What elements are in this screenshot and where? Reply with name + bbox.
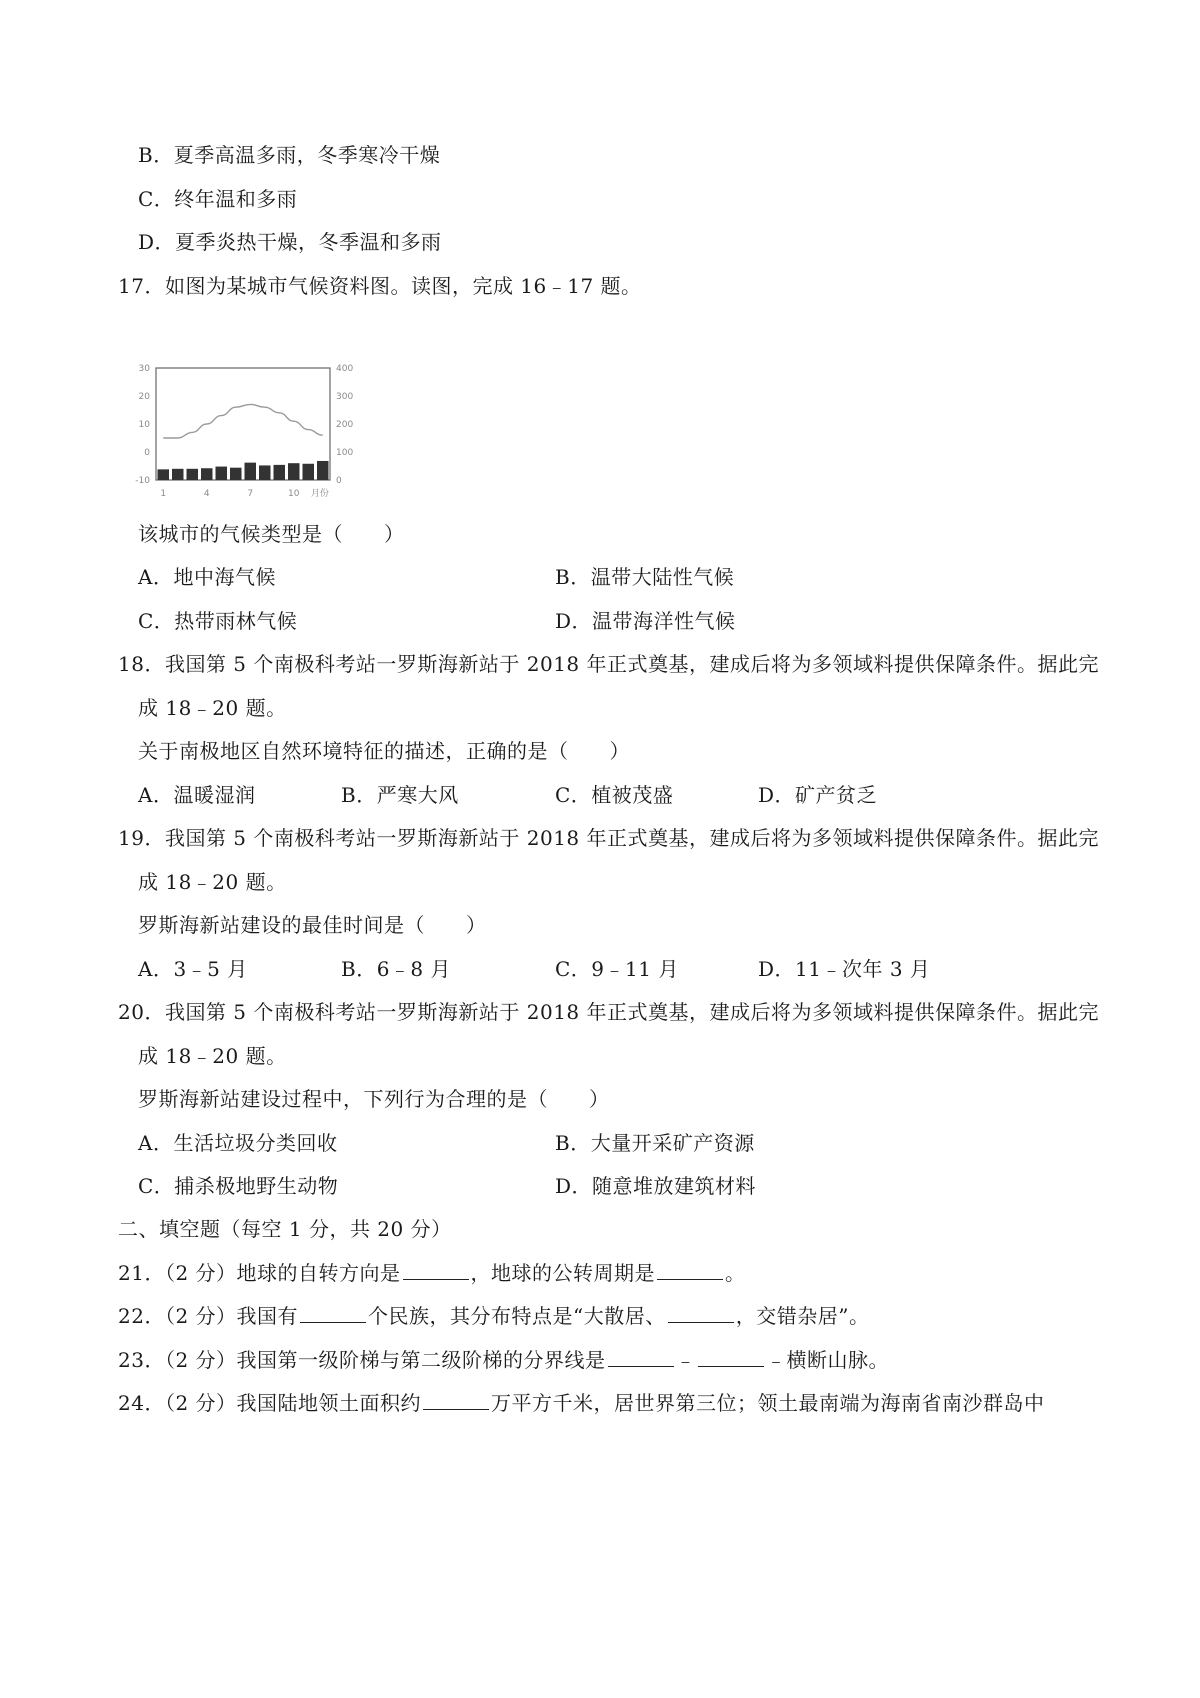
q19-question: 罗斯海新站建设的最佳时间是（ ） (138, 913, 487, 937)
precip-bar (317, 461, 329, 480)
q23-text-b: ﹣ (675, 1348, 697, 1372)
right-tick-label: 300 (336, 392, 354, 402)
right-tick-label: 0 (336, 476, 342, 486)
section2-heading: 二、填空题（每空 1 分，共 20 分） (118, 1217, 452, 1241)
left-tick-label: 20 (138, 392, 150, 402)
right-tick-label: 100 (336, 448, 354, 458)
q19-option-d: D．11﹣次年 3 月 (758, 957, 931, 981)
q21-text-c: 。 (725, 1261, 746, 1285)
precip-bar (245, 463, 257, 480)
q22-text-c: ，交错杂居”。 (735, 1304, 870, 1328)
q19-option-c: C．9﹣11 月 (555, 957, 679, 981)
q17-question: 该城市的气候类型是（ ） (138, 522, 405, 546)
q20-option-c: C．捕杀极地野生动物 (138, 1174, 339, 1198)
q20-stem-line1: 20．我国第 5 个南极科考站一罗斯海新站于 2018 年正式奠基，建成后将为多领域料提供保障条件。据此完 (118, 1000, 1100, 1024)
q22-text-a: 22．（2 分）我国有 (118, 1304, 299, 1328)
precip-bar (216, 467, 228, 480)
climate-chart-svg (128, 350, 426, 545)
q23-blank-1[interactable] (608, 1346, 674, 1367)
precip-bar (259, 465, 271, 480)
q22-blank-2[interactable] (668, 1302, 734, 1323)
q18-option-d: D．矿产贫乏 (758, 783, 878, 807)
precip-bar (172, 469, 184, 480)
q16-option-c: C．终年温和多雨 (138, 187, 298, 211)
q22-blank-1[interactable] (300, 1302, 366, 1323)
q21-text-b: ，地球的公转周期是 (470, 1261, 656, 1285)
q22 (118, 1301, 870, 1331)
q24-text-b: 万平方千米，居世界第三位；领土最南端为海南省南沙群岛中 (491, 1391, 1045, 1415)
q23-blank-2[interactable] (698, 1346, 764, 1367)
q18-option-b: B．严寒大风 (341, 783, 459, 807)
q18-stem-line1: 18．我国第 5 个南极科考站一罗斯海新站于 2018 年正式奠基，建成后将为多领域料提供保障条件。据此完 (118, 652, 1100, 676)
q19-option-b: B．6﹣8 月 (341, 957, 452, 981)
q24-text-a: 24．（2 分）我国陆地领土面积约 (118, 1391, 422, 1415)
precip-bar (288, 463, 300, 480)
right-tick-label: 200 (336, 420, 354, 430)
precip-bar (303, 464, 315, 480)
q22-text-b: 个民族，其分布特点是“大散居、 (368, 1304, 666, 1328)
q17-option-d: D．温带海洋性气候 (555, 609, 736, 633)
q17-option-b: B．温带大陆性气候 (555, 565, 735, 589)
q20-option-a: A．生活垃圾分类回收 (138, 1131, 338, 1155)
chart-frame (156, 368, 330, 480)
q18-option-a: A．温暖湿润 (138, 783, 256, 807)
q19-option-a: A．3﹣5 月 (138, 957, 248, 981)
q24-blank-1[interactable] (423, 1389, 489, 1410)
q18-question: 关于南极地区自然环境特征的描述，正确的是（ ） (138, 739, 630, 763)
q19-stem-line1: 19．我国第 5 个南极科考站一罗斯海新站于 2018 年正式奠基，建成后将为多领域料提供保障条件。据此完 (118, 826, 1100, 850)
q24 (118, 1388, 1045, 1418)
q23-text-a: 23．（2 分）我国第一级阶梯与第二级阶梯的分界线是 (118, 1348, 606, 1372)
x-tick-label: 1 (160, 489, 167, 499)
q20-question: 罗斯海新站建设过程中，下列行为合理的是（ ） (138, 1087, 610, 1111)
left-tick-label: 10 (138, 420, 150, 430)
x-tick-label: 7 (247, 489, 254, 499)
q21-blank-1[interactable] (403, 1259, 469, 1280)
q21-blank-2[interactable] (657, 1259, 723, 1280)
temperature-line (163, 404, 323, 438)
q18-option-c: C．植被茂盛 (555, 783, 674, 807)
q20-stem-line2: 成 18﹣20 题。 (138, 1044, 287, 1068)
q17-stem: 17．如图为某城市气候资料图。读图，完成 16﹣17 题。 (118, 274, 642, 298)
q21 (118, 1258, 746, 1288)
q16-option-b: B．夏季高温多雨，冬季寒冷干燥 (138, 143, 441, 167)
q21-text-a: 21．（2 分）地球的自转方向是 (118, 1261, 401, 1285)
x-tick-label: 10 (288, 489, 300, 499)
q16-option-d: D．夏季炎热干燥，冬季温和多雨 (138, 230, 442, 254)
q17-option-a: A．地中海气候 (138, 565, 276, 589)
precip-bar (274, 465, 286, 480)
climate-chart (128, 350, 426, 545)
x-axis-unit-label: 月份 (310, 489, 329, 499)
precip-bar (230, 468, 242, 480)
q23-text-c: ﹣横断山脉。 (766, 1348, 890, 1372)
q23 (118, 1345, 889, 1375)
q19-stem-line2: 成 18﹣20 题。 (138, 870, 287, 894)
left-tick-label: 30 (138, 364, 150, 374)
precip-bar (158, 469, 170, 480)
precip-bar (187, 469, 199, 480)
q20-option-b: B．大量开采矿产资源 (555, 1131, 755, 1155)
right-tick-label: 400 (336, 364, 354, 374)
q20-option-d: D．随意堆放建筑材料 (555, 1174, 757, 1198)
left-tick-label: -10 (135, 476, 150, 486)
x-tick-label: 4 (203, 489, 210, 499)
left-tick-label: 0 (144, 448, 150, 458)
q18-stem-line2: 成 18﹣20 题。 (138, 696, 287, 720)
q17-option-c: C．热带雨林气候 (138, 609, 298, 633)
precip-bar (201, 468, 213, 480)
